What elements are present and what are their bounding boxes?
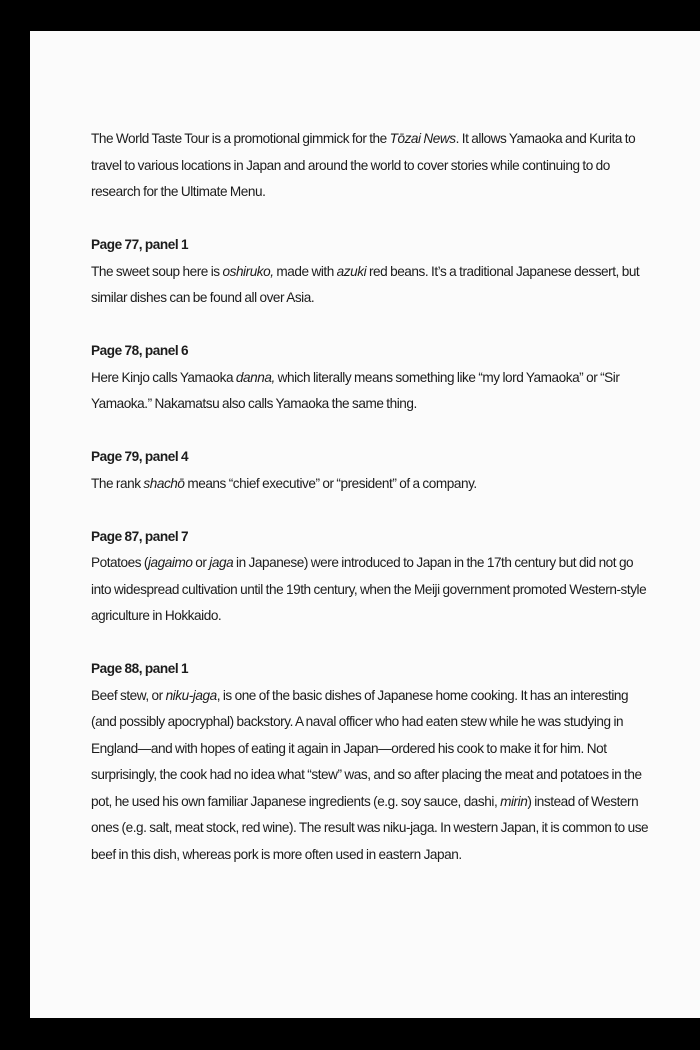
intro-text: The World Taste Tour is a promotional gimmick for the — [91, 131, 390, 146]
note-term: oshiruko, — [222, 263, 274, 279]
note-body — [91, 550, 651, 630]
note-text: red beans. It’s a traditional Japanese dessert, but similar dishes can be found all over Asia. — [91, 263, 640, 305]
note-entry — [91, 338, 651, 418]
note-text: which literally means something like “my lord Yamaoka” or “Sir Yamaoka.” Nakamatsu also calls Yamaoka the same thing. — [91, 369, 620, 411]
note-text: made with — [273, 263, 337, 279]
note-heading: Page 77, panel 1 — [91, 237, 189, 252]
note-text: Potatoes ( — [91, 555, 148, 570]
note-body — [91, 683, 651, 869]
note-term: shachō — [143, 475, 185, 491]
note-term: jaga — [209, 555, 234, 570]
note-text: or — [192, 555, 210, 570]
note-entry — [91, 656, 651, 868]
note-entry — [91, 232, 651, 312]
note-term: mirin — [500, 793, 528, 809]
note-text: , is one of the basic dishes of Japanese home cooking. It has an interesting (and possibly apocryphal) backstory. A naval officer who had eaten stew while he was studying in England—and with hopes of eating it again in Japan—ordered his cook to make it for him. Not surprisingly, the cook had no idea what “stew” was, and so after placing the meat and potatoes in the pot, he used his own familiar Japanese ingredients (e.g. soy sauce, dashi, — [91, 687, 642, 809]
page-content — [91, 126, 651, 868]
note-term: danna, — [235, 369, 275, 385]
note-text: Here Kinjo calls Yamaoka — [91, 369, 236, 385]
note-body — [91, 471, 651, 498]
note-heading: Page 87, panel 7 — [91, 528, 189, 544]
note-text: ) instead of Western ones (e.g. salt, meat stock, red wine). The result was niku-jaga. In western Japan, it is common to use beef in this dish, whereas pork is more often used in eastern Japan. — [91, 793, 649, 862]
note-text: The rank — [91, 475, 144, 491]
note-term: niku-jaga — [165, 687, 217, 703]
note-text: The sweet soup here is — [91, 263, 223, 279]
note-heading: Page 78, panel 6 — [91, 343, 189, 358]
note-heading: Page 88, panel 1 — [91, 661, 189, 676]
note-body — [91, 259, 651, 312]
note-term: jagaimo — [147, 555, 193, 570]
document-page — [30, 31, 700, 1018]
note-text: Beef stew, or — [91, 687, 166, 703]
note-heading: Page 79, panel 4 — [91, 449, 189, 464]
note-body — [91, 365, 651, 418]
note-entry — [91, 444, 651, 497]
intro-paragraph — [91, 126, 651, 206]
note-text: means “chief executive” or “president” of a company. — [184, 475, 477, 491]
note-entry — [91, 524, 651, 630]
notes-list — [91, 232, 651, 868]
intro-text: . It allows Yamaoka and Kurita to travel to various locations in Japan and around the world to cover stories while continuing to do research for the Ultimate Menu. — [91, 131, 636, 199]
publication-name: Tōzai News — [389, 131, 456, 146]
note-term: azuki — [336, 263, 367, 279]
note-text: in Japanese) were introduced to Japan in the 17th century but did not go into widespread cultivation until the 19th century, when the Meiji government promoted Western-style agriculture in Hokkaido. — [91, 555, 647, 623]
